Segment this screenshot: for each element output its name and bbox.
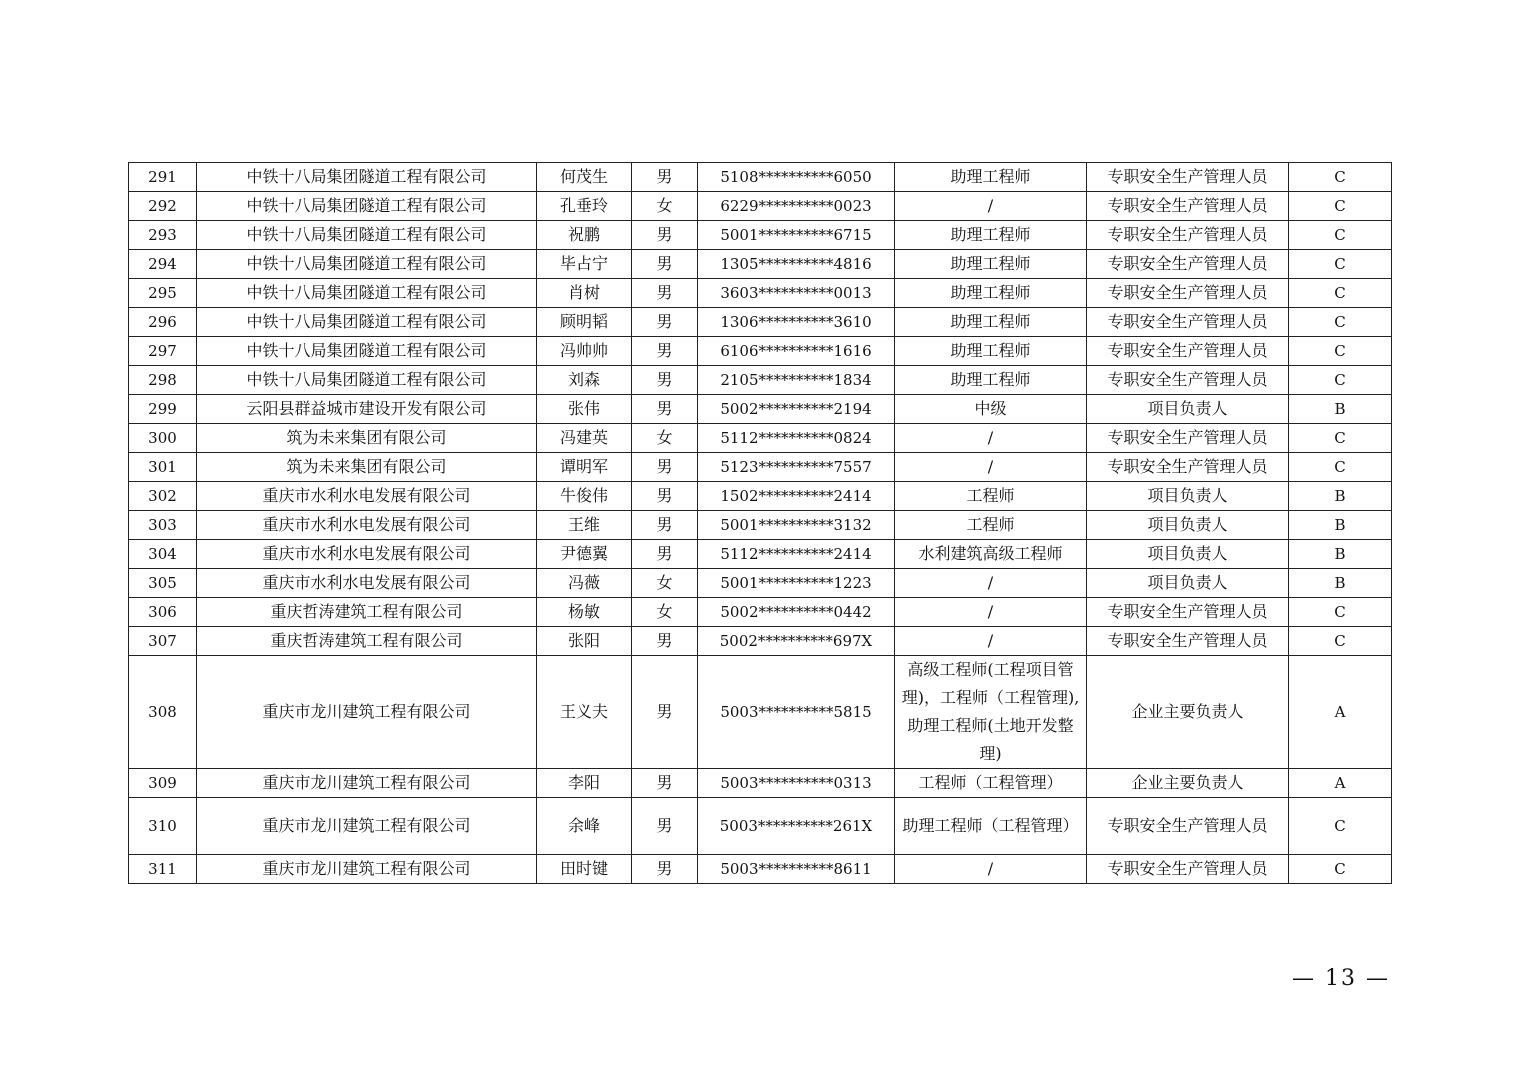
company-cell: 重庆哲涛建筑工程有限公司	[197, 598, 537, 627]
table-row	[129, 250, 1392, 279]
position-cell: 专职安全生产管理人员	[1087, 424, 1289, 453]
row-number-cell: 306	[129, 598, 197, 627]
table-row	[129, 569, 1392, 598]
professional-title-cell: 中级	[895, 395, 1087, 424]
certificate-grade-cell: C	[1289, 627, 1392, 656]
professional-title-cell: 助理工程师	[895, 279, 1087, 308]
company-cell: 中铁十八局集团隧道工程有限公司	[197, 308, 537, 337]
gender-cell: 女	[632, 424, 698, 453]
gender-cell: 男	[632, 279, 698, 308]
position-cell: 专职安全生产管理人员	[1087, 163, 1289, 192]
company-cell: 中铁十八局集团隧道工程有限公司	[197, 192, 537, 221]
professional-title-cell: 助理工程师	[895, 337, 1087, 366]
professional-title-cell: 助理工程师	[895, 163, 1087, 192]
row-number-cell: 301	[129, 453, 197, 482]
certificate-grade-cell: B	[1289, 569, 1392, 598]
person-name-cell: 冯帅帅	[537, 337, 632, 366]
id-number-cell: 1305**********4816	[698, 250, 895, 279]
person-name-cell: 尹德翼	[537, 540, 632, 569]
company-cell: 重庆市水利水电发展有限公司	[197, 482, 537, 511]
table-row	[129, 221, 1392, 250]
company-cell: 重庆市龙川建筑工程有限公司	[197, 656, 537, 769]
company-cell: 重庆哲涛建筑工程有限公司	[197, 627, 537, 656]
id-number-cell: 5003**********5815	[698, 656, 895, 769]
gender-cell: 男	[632, 482, 698, 511]
gender-cell: 男	[632, 221, 698, 250]
person-name-cell: 张阳	[537, 627, 632, 656]
certificate-grade-cell: C	[1289, 337, 1392, 366]
gender-cell: 男	[632, 250, 698, 279]
professional-title-cell: /	[895, 627, 1087, 656]
person-name-cell: 顾明韬	[537, 308, 632, 337]
professional-title-cell: 助理工程师	[895, 221, 1087, 250]
row-number-cell: 309	[129, 769, 197, 798]
row-number-cell: 296	[129, 308, 197, 337]
id-number-cell: 5003**********8611	[698, 855, 895, 884]
company-cell: 中铁十八局集团隧道工程有限公司	[197, 250, 537, 279]
table-row	[129, 424, 1392, 453]
row-number-cell: 300	[129, 424, 197, 453]
professional-title-cell: /	[895, 424, 1087, 453]
certificate-grade-cell: C	[1289, 221, 1392, 250]
person-name-cell: 肖树	[537, 279, 632, 308]
row-number-cell: 310	[129, 798, 197, 855]
company-cell: 重庆市水利水电发展有限公司	[197, 569, 537, 598]
professional-title-cell: 助理工程师	[895, 250, 1087, 279]
certificate-grade-cell: C	[1289, 192, 1392, 221]
professional-title-cell: /	[895, 855, 1087, 884]
person-name-cell: 王义夫	[537, 656, 632, 769]
company-cell: 重庆市水利水电发展有限公司	[197, 511, 537, 540]
person-name-cell: 谭明军	[537, 453, 632, 482]
certificate-grade-cell: C	[1289, 163, 1392, 192]
person-name-cell: 孔垂玲	[537, 192, 632, 221]
row-number-cell: 303	[129, 511, 197, 540]
gender-cell: 男	[632, 337, 698, 366]
professional-title-cell: 工程师	[895, 482, 1087, 511]
company-cell: 中铁十八局集团隧道工程有限公司	[197, 337, 537, 366]
id-number-cell: 5108**********6050	[698, 163, 895, 192]
certificate-grade-cell: C	[1289, 855, 1392, 884]
gender-cell: 女	[632, 598, 698, 627]
company-cell: 筑为未来集团有限公司	[197, 453, 537, 482]
professional-title-cell: 水利建筑高级工程师	[895, 540, 1087, 569]
id-number-cell: 6229**********0023	[698, 192, 895, 221]
gender-cell: 女	[632, 192, 698, 221]
position-cell: 专职安全生产管理人员	[1087, 453, 1289, 482]
table-row	[129, 308, 1392, 337]
position-cell: 专职安全生产管理人员	[1087, 598, 1289, 627]
row-number-cell: 297	[129, 337, 197, 366]
certificate-grade-cell: A	[1289, 769, 1392, 798]
person-name-cell: 祝鹏	[537, 221, 632, 250]
position-cell: 项目负责人	[1087, 511, 1289, 540]
gender-cell: 男	[632, 627, 698, 656]
position-cell: 专职安全生产管理人员	[1087, 855, 1289, 884]
table-row	[129, 453, 1392, 482]
id-number-cell: 2105**********1834	[698, 366, 895, 395]
gender-cell: 男	[632, 308, 698, 337]
position-cell: 专职安全生产管理人员	[1087, 221, 1289, 250]
position-cell: 专职安全生产管理人员	[1087, 366, 1289, 395]
table-row	[129, 511, 1392, 540]
person-name-cell: 冯建英	[537, 424, 632, 453]
row-number-cell: 292	[129, 192, 197, 221]
professional-title-cell: /	[895, 192, 1087, 221]
row-number-cell: 293	[129, 221, 197, 250]
certificate-grade-cell: C	[1289, 598, 1392, 627]
gender-cell: 男	[632, 395, 698, 424]
id-number-cell: 5002**********0442	[698, 598, 895, 627]
professional-title-cell: /	[895, 453, 1087, 482]
position-cell: 项目负责人	[1087, 482, 1289, 511]
certificate-grade-cell: A	[1289, 656, 1392, 769]
person-name-cell: 何茂生	[537, 163, 632, 192]
table-row	[129, 540, 1392, 569]
certificate-grade-cell: C	[1289, 366, 1392, 395]
id-number-cell: 5003**********0313	[698, 769, 895, 798]
position-cell: 项目负责人	[1087, 569, 1289, 598]
id-number-cell: 6106**********1616	[698, 337, 895, 366]
position-cell: 专职安全生产管理人员	[1087, 798, 1289, 855]
company-cell: 云阳县群益城市建设开发有限公司	[197, 395, 537, 424]
id-number-cell: 1306**********3610	[698, 308, 895, 337]
row-number-cell: 295	[129, 279, 197, 308]
professional-title-cell: /	[895, 569, 1087, 598]
person-name-cell: 杨敏	[537, 598, 632, 627]
position-cell: 项目负责人	[1087, 540, 1289, 569]
gender-cell: 女	[632, 569, 698, 598]
person-name-cell: 冯薇	[537, 569, 632, 598]
page-number: — 13 —	[1292, 966, 1390, 991]
certificate-grade-cell: B	[1289, 511, 1392, 540]
company-cell: 中铁十八局集团隧道工程有限公司	[197, 366, 537, 395]
person-name-cell: 牛俊伟	[537, 482, 632, 511]
person-name-cell: 刘森	[537, 366, 632, 395]
row-number-cell: 298	[129, 366, 197, 395]
position-cell: 专职安全生产管理人员	[1087, 192, 1289, 221]
table-row	[129, 482, 1392, 511]
professional-title-cell: 工程师	[895, 511, 1087, 540]
table-body	[129, 163, 1392, 884]
row-number-cell: 294	[129, 250, 197, 279]
gender-cell: 男	[632, 798, 698, 855]
position-cell: 企业主要负责人	[1087, 769, 1289, 798]
id-number-cell: 5001**********6715	[698, 221, 895, 250]
certificate-grade-cell: B	[1289, 482, 1392, 511]
personnel-table	[128, 162, 1392, 884]
table-row	[129, 337, 1392, 366]
table-row	[129, 279, 1392, 308]
table-row	[129, 366, 1392, 395]
company-cell: 中铁十八局集团隧道工程有限公司	[197, 279, 537, 308]
professional-title-cell: 助理工程师	[895, 366, 1087, 395]
gender-cell: 男	[632, 453, 698, 482]
professional-title-cell: 助理工程师（工程管理）	[895, 798, 1087, 855]
professional-title-cell: 工程师（工程管理）	[895, 769, 1087, 798]
certificate-grade-cell: C	[1289, 798, 1392, 855]
company-cell: 重庆市水利水电发展有限公司	[197, 540, 537, 569]
certificate-grade-cell: C	[1289, 453, 1392, 482]
professional-title-cell: /	[895, 598, 1087, 627]
row-number-cell: 291	[129, 163, 197, 192]
table-row	[129, 395, 1392, 424]
company-cell: 重庆市龙川建筑工程有限公司	[197, 855, 537, 884]
row-number-cell: 302	[129, 482, 197, 511]
certificate-grade-cell: C	[1289, 308, 1392, 337]
id-number-cell: 5003**********261X	[698, 798, 895, 855]
certificate-grade-cell: C	[1289, 279, 1392, 308]
table-row	[129, 798, 1392, 855]
id-number-cell: 5001**********1223	[698, 569, 895, 598]
company-cell: 重庆市龙川建筑工程有限公司	[197, 798, 537, 855]
person-name-cell: 余峰	[537, 798, 632, 855]
row-number-cell: 299	[129, 395, 197, 424]
id-number-cell: 5002**********697X	[698, 627, 895, 656]
person-name-cell: 李阳	[537, 769, 632, 798]
company-cell: 中铁十八局集团隧道工程有限公司	[197, 221, 537, 250]
table-row	[129, 163, 1392, 192]
row-number-cell: 308	[129, 656, 197, 769]
row-number-cell: 304	[129, 540, 197, 569]
row-number-cell: 311	[129, 855, 197, 884]
id-number-cell: 5001**********3132	[698, 511, 895, 540]
id-number-cell: 5123**********7557	[698, 453, 895, 482]
position-cell: 专职安全生产管理人员	[1087, 337, 1289, 366]
professional-title-cell: 高级工程师(工程项目管理)，工程师（工程管理),助理工程师(土地开发整理)	[895, 656, 1087, 769]
id-number-cell: 5112**********2414	[698, 540, 895, 569]
gender-cell: 男	[632, 769, 698, 798]
id-number-cell: 5002**********2194	[698, 395, 895, 424]
gender-cell: 男	[632, 855, 698, 884]
table-row	[129, 627, 1392, 656]
person-name-cell: 王维	[537, 511, 632, 540]
company-cell: 筑为未来集团有限公司	[197, 424, 537, 453]
table-row	[129, 192, 1392, 221]
certificate-grade-cell: C	[1289, 424, 1392, 453]
certificate-grade-cell: B	[1289, 395, 1392, 424]
gender-cell: 男	[632, 511, 698, 540]
position-cell: 专职安全生产管理人员	[1087, 279, 1289, 308]
id-number-cell: 5112**********0824	[698, 424, 895, 453]
company-cell: 中铁十八局集团隧道工程有限公司	[197, 163, 537, 192]
gender-cell: 男	[632, 163, 698, 192]
position-cell: 企业主要负责人	[1087, 656, 1289, 769]
certificate-grade-cell: B	[1289, 540, 1392, 569]
professional-title-cell: 助理工程师	[895, 308, 1087, 337]
gender-cell: 男	[632, 366, 698, 395]
company-cell: 重庆市龙川建筑工程有限公司	[197, 769, 537, 798]
id-number-cell: 3603**********0013	[698, 279, 895, 308]
position-cell: 专职安全生产管理人员	[1087, 627, 1289, 656]
row-number-cell: 305	[129, 569, 197, 598]
table-row	[129, 769, 1392, 798]
position-cell: 项目负责人	[1087, 395, 1289, 424]
row-number-cell: 307	[129, 627, 197, 656]
person-name-cell: 张伟	[537, 395, 632, 424]
position-cell: 专职安全生产管理人员	[1087, 308, 1289, 337]
gender-cell: 男	[632, 656, 698, 769]
certificate-grade-cell: C	[1289, 250, 1392, 279]
table-row	[129, 855, 1392, 884]
person-name-cell: 田时键	[537, 855, 632, 884]
person-name-cell: 毕占宁	[537, 250, 632, 279]
table-row	[129, 598, 1392, 627]
table-row	[129, 656, 1392, 769]
id-number-cell: 1502**********2414	[698, 482, 895, 511]
gender-cell: 男	[632, 540, 698, 569]
position-cell: 专职安全生产管理人员	[1087, 250, 1289, 279]
